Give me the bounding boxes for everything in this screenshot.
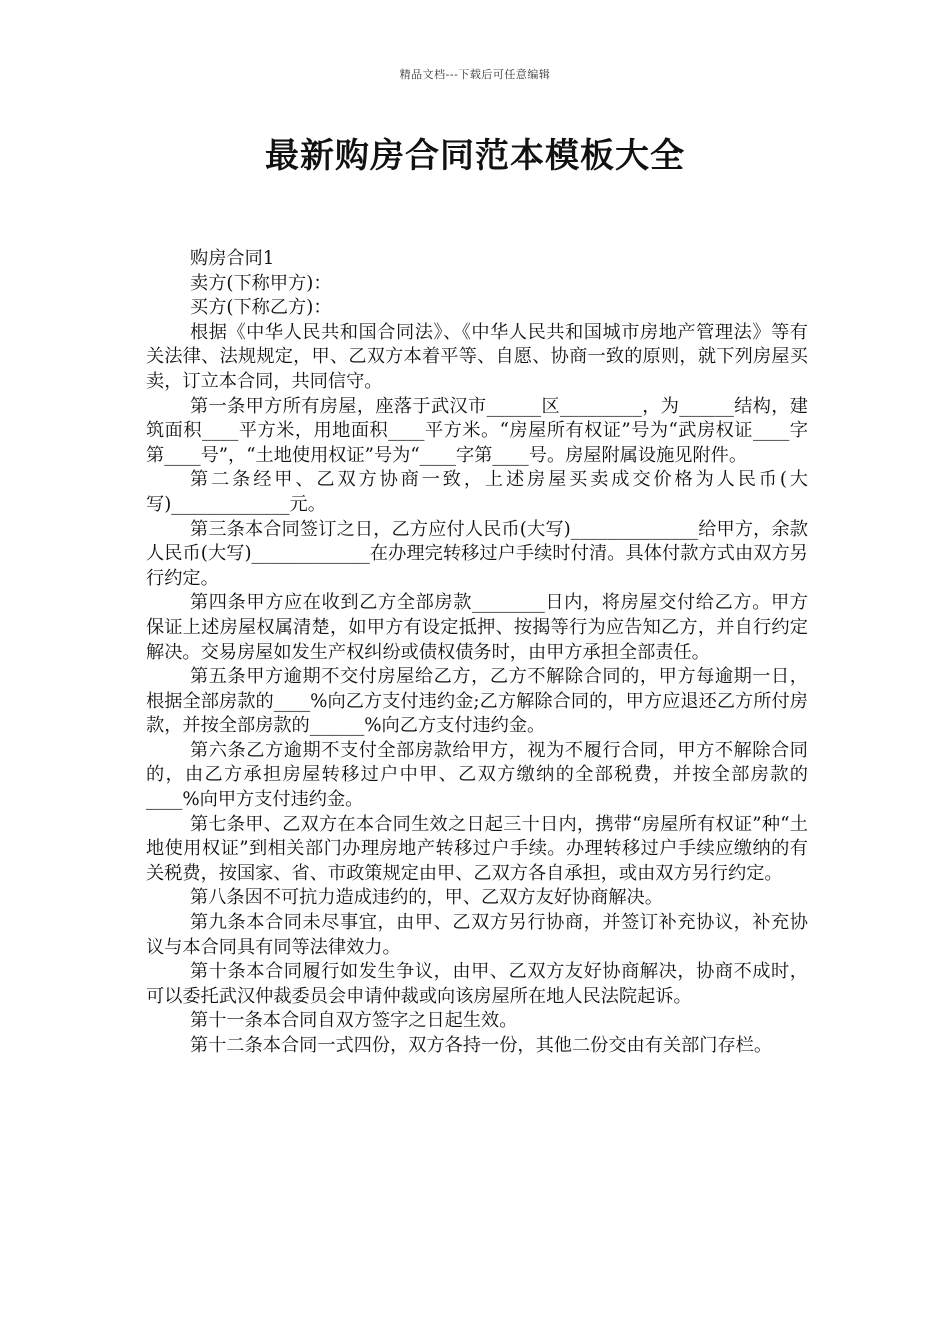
seller-line: 卖方(下称甲方)： (190, 272, 332, 294)
article-4: 第四条甲方应在收到乙方全部房款________日内，将房屋交付给乙方。甲方保证上述房屋权属清楚，如甲方有设定抵押、按揭等行为应告知乙方，并自行约定解决。交易房屋如发生产权纠纷或债权债务时，由甲方承担全部责任。 (146, 592, 808, 663)
section-heading: 购房合同1 (190, 248, 275, 269)
document-title: 最新购房合同范本模板大全 (265, 136, 685, 176)
article-2: 第二条经甲、乙双方协商一致，上述房屋买卖成交价格为人民币(大写)_____________元。 (146, 469, 808, 515)
article-6: 第六条乙方逾期不支付全部房款给甲方，视为不履行合同，甲方不解除合同的，由乙方承担房屋转移过户中甲、乙双方缴纳的全部税费，并按全部房款的____%向甲方支付违约金。 (146, 739, 808, 811)
buyer-line: 买方(下称乙方)： (190, 297, 332, 319)
preamble-paragraph: 根据《中华人民共和国合同法》、《中华人民共和国城市房地产管理法》等有关法律、法规规定，甲、乙双方本着平等、自愿、协商一致的原则，就下列房屋买卖，订立本合同，共同信守。 (146, 321, 808, 392)
article-5: 第五条甲方逾期不交付房屋给乙方，乙方不解除合同的，甲方每逾期一日，根据全部房款的____%向乙方支付违约金;乙方解除合同的，甲方应退还乙方所付房款，并按全部房款的______%向乙方支付违约金。 (146, 666, 808, 737)
article-3: 第三条本合同签订之日，乙方应付人民币(大写)______________给甲方，余款人民币(大写)_____________在办理完转移过户手续时付清。具体付款方式由双方另行约定。 (146, 518, 808, 589)
article-12: 第十二条本合同一式四份，双方各持一份，其他二份交由有关部门存栏。 (190, 1035, 773, 1056)
article-7: 第七条甲、乙双方在本合同生效之日起三十日内，携带“房屋所有权证”种“土地使用权证”到相关部门办理房地产转移过户手续。办理转移过户手续应缴纳的有关税费，按国家、省、市政策规定由甲、乙双方各自承担，或由双方另行约定。 (146, 813, 808, 884)
article-1: 第一条甲方所有房屋，座落于武汉市______区_________，为______结构，建筑面积____平方米，用地面积____平方米。“房屋所有权证”号为“武房权证____字第____号”，“土地使用权证”号为“____字第____号。房屋附属设施见附件。 (146, 395, 808, 466)
header-note: 精品文档---下载后可任意编辑 (399, 68, 551, 81)
article-8: 第八条因不可抗力造成违约的，甲、乙双方友好协商解决。 (190, 887, 663, 909)
article-11: 第十一条本合同自双方签字之日起生效。 (190, 1010, 518, 1032)
document-body (146, 247, 808, 1059)
article-9: 第九条本合同未尽事宜，由甲、乙双方另行协商，并签订补充协议，补充协议与本合同具有同等法律效力。 (146, 912, 808, 958)
article-10: 第十条本合同履行如发生争议，由甲、乙双方友好协商解决，协商不成时，可以委托武汉仲裁委员会申请仲裁或向该房屋所在地人民法院起诉。 (146, 961, 808, 1007)
